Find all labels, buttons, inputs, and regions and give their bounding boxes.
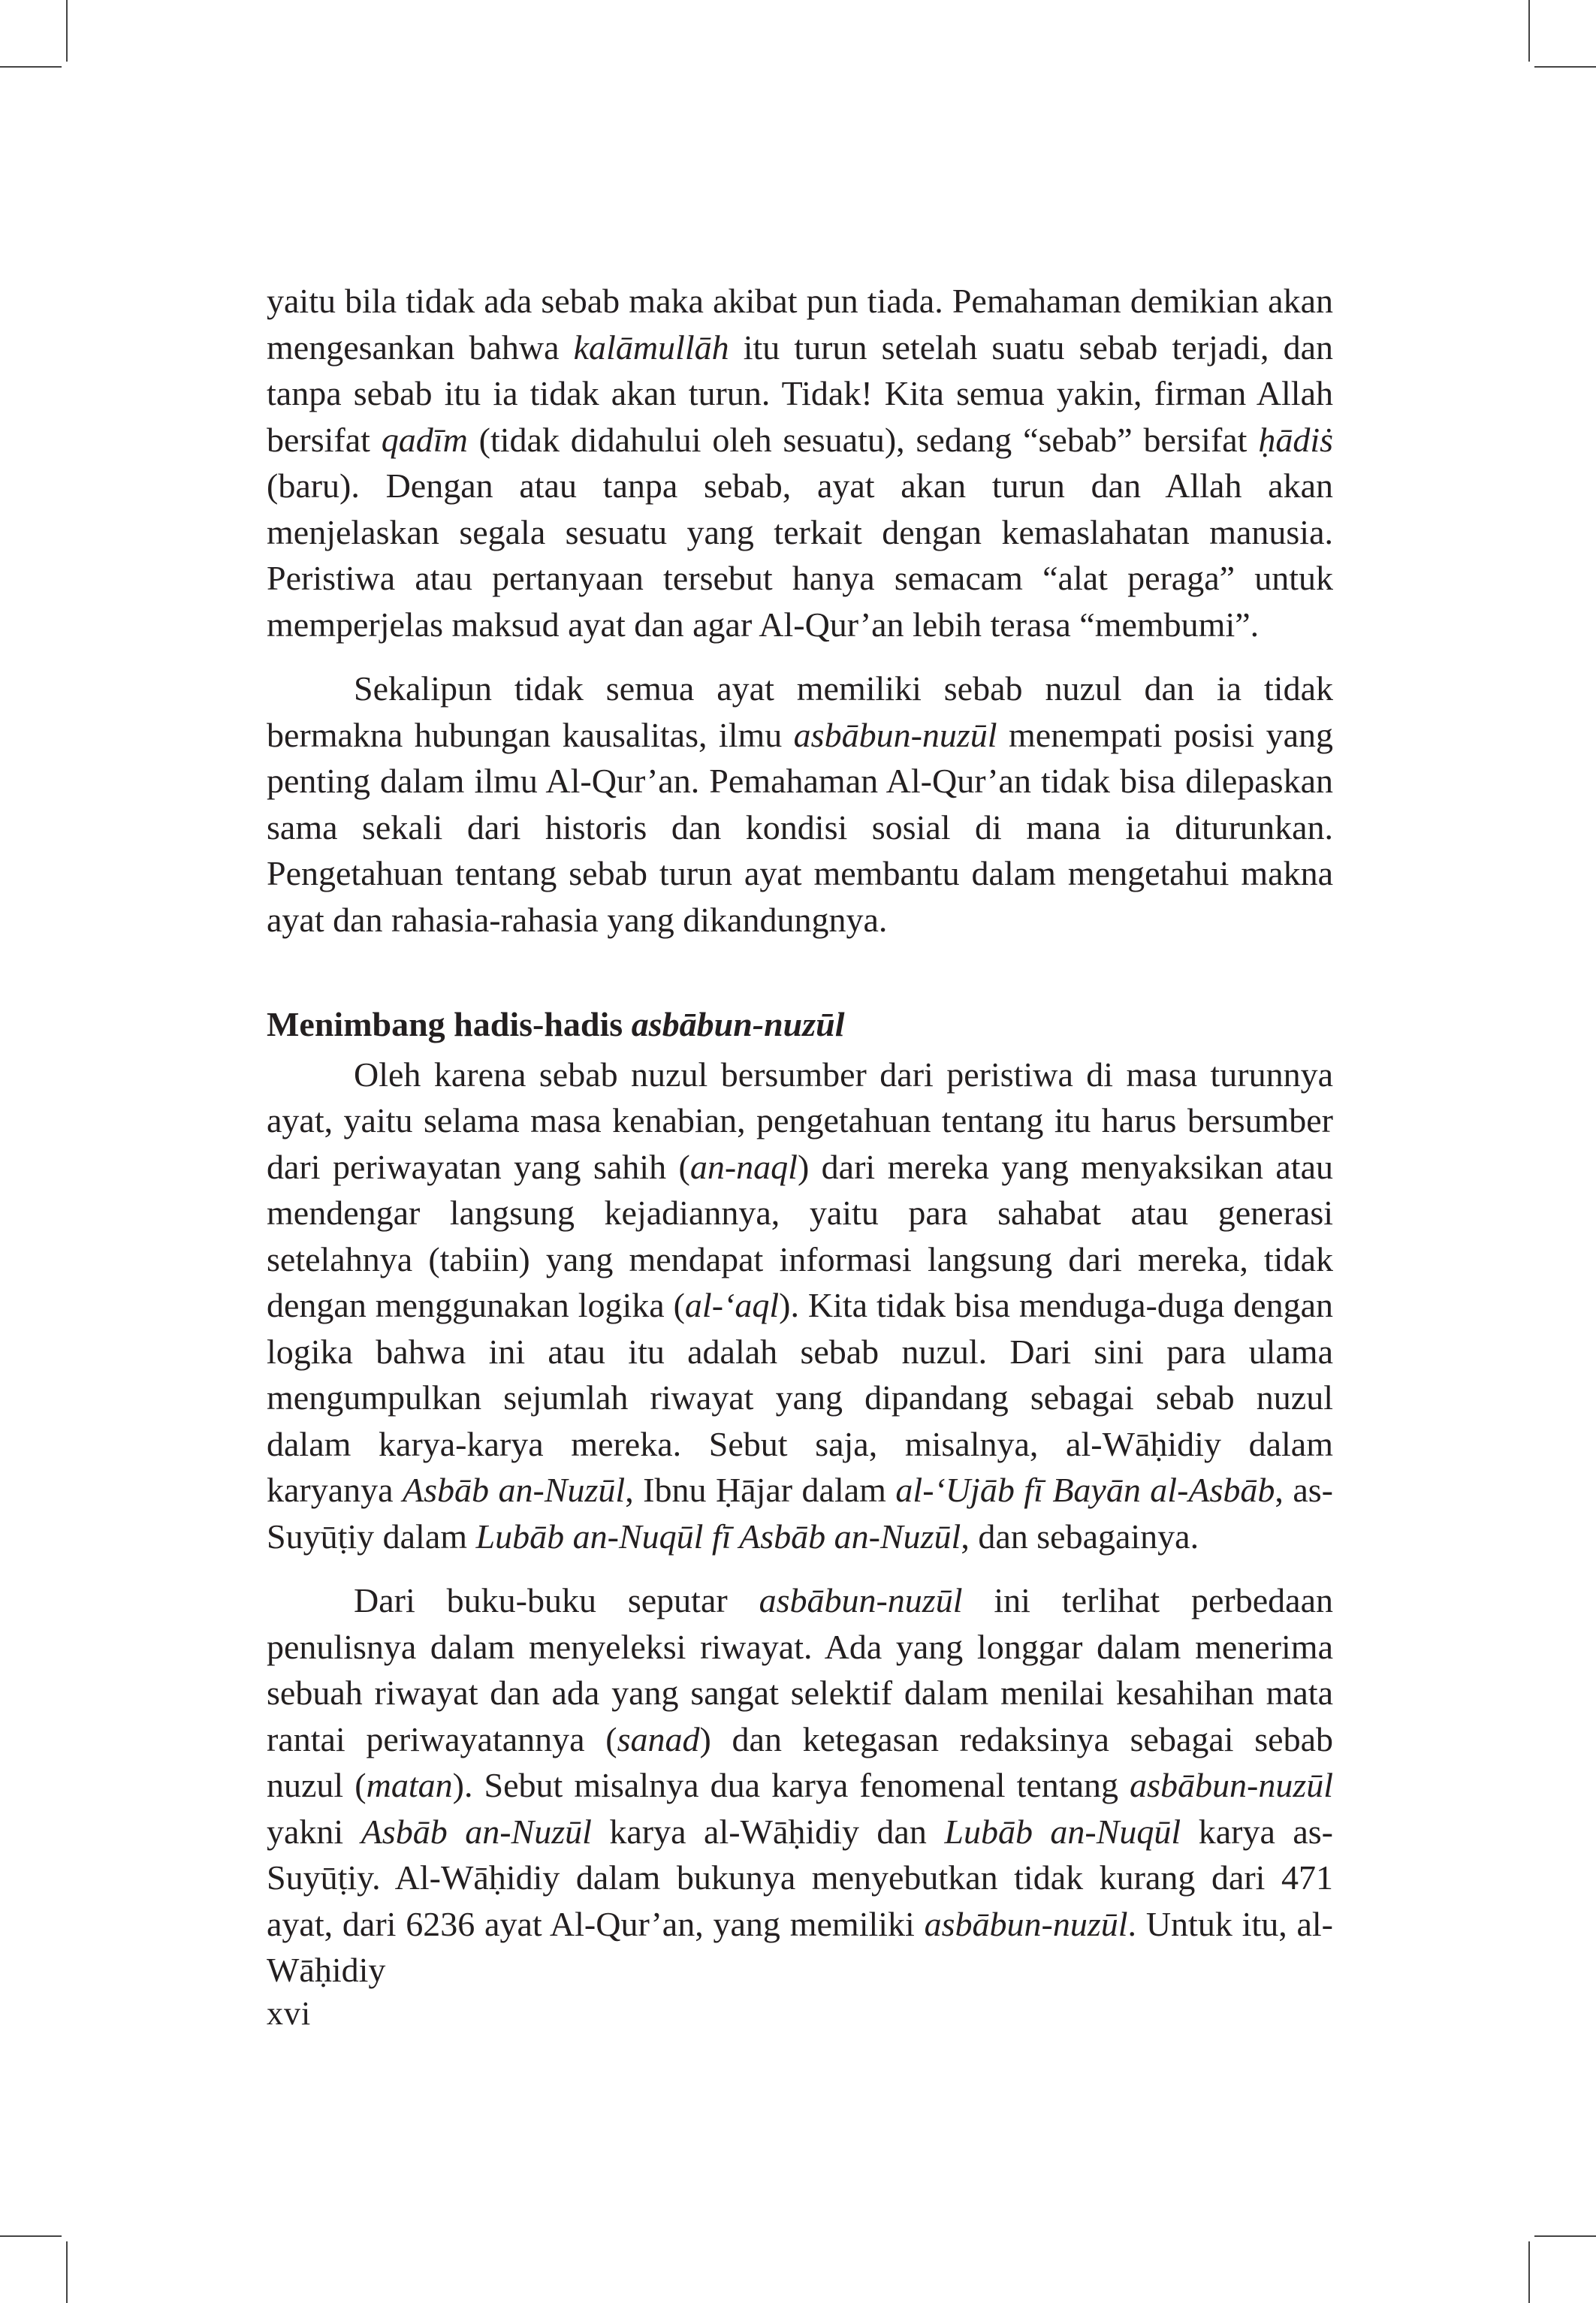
italic-term: kalāmullāh — [573, 327, 729, 367]
crop-mark-bottom-right-vertical — [1528, 2241, 1530, 2303]
crop-mark-top-left-vertical — [66, 0, 68, 62]
italic-term: Asbāb an-Nuzūl — [361, 1812, 592, 1851]
paragraph-text: , Ibnu Ḥājar dalam — [625, 1471, 896, 1509]
italic-term: al-‘Ujāb fī Bayān al-Asbāb — [895, 1471, 1275, 1509]
paragraph-text: ). Kita tidak bisa menduga-duga dengan logika bahwa ini atau itu adalah sebab nuzul. Dari sini para ulama mengumpulkan sejumlah riwayat yang dipandang sebagai sebab nuzul dalam karya-karya mereka. Sebut saja, misalnya, al-Wāḥidiy dalam karyanya — [267, 1286, 1333, 1509]
italic-term: asbābun-nuzūl — [1130, 1766, 1333, 1804]
crop-mark-bottom-left-vertical — [66, 2241, 68, 2303]
italic-term: an-naql — [689, 1147, 798, 1186]
page-number: xvi — [267, 1995, 312, 2032]
italic-term: asbābun-nuzūl — [793, 715, 997, 754]
paragraph-text: karya al-Wāḥidiy dan — [591, 1812, 945, 1851]
paragraph-text: yakni — [267, 1812, 361, 1851]
paragraph-seleksi-riwayat — [267, 1577, 1333, 1994]
paragraph-ilmu-asbabun-nuzul — [267, 666, 1333, 943]
paragraph-text: (baru). Dengan atau tanpa sebab, ayat akan turun dan Allah akan menjelaskan segala sesuatu yang terkait dengan kemaslahatan manusia. Peristiwa atau pertanyaan tersebut hanya semacam “alat peraga” untuk memperjelas maksud ayat dan agar Al-Qur’an lebih terasa “membumi”. — [267, 466, 1333, 644]
section-heading-italic: asbābun-nuzūl — [631, 1005, 845, 1043]
section-heading-prefix: Menimbang hadis-hadis — [267, 1005, 632, 1043]
paragraph-periwayatan — [267, 1052, 1333, 1560]
paragraph-text: yaitu bila tidak ada sebab maka akibat pun tiada. Pemahaman demikian akan mengesankan bahwa — [267, 282, 1333, 367]
italic-term: Lubāb an-Nuqūl — [944, 1812, 1181, 1851]
italic-term: qadīm — [381, 420, 468, 459]
italic-term: Asbāb an-Nuzūl — [403, 1471, 626, 1509]
crop-mark-top-right-horizontal — [1534, 66, 1596, 68]
paragraph-text: ) dari mereka yang menyaksikan atau mendengar langsung kejadiannya, yaitu para sahabat atau generasi setelahnya (tabiin) yang mendapat informasi langsung dari mereka, tidak dengan menggunakan logika ( — [267, 1147, 1333, 1324]
paragraph-sebab-akibat — [267, 278, 1333, 647]
paragraph-text: Sekalipun tidak semua ayat memiliki sebab nuzul dan ia tidak bermakna hubungan kausalitas, ilmu — [267, 669, 1333, 754]
paragraph-text: ). Sebut misalnya dua karya fenomenal tentang — [452, 1766, 1130, 1804]
italic-term: Lubāb an-Nuqūl fī Asbāb an-Nuzūl — [475, 1517, 961, 1556]
paragraph-text: . Untuk itu, al-Wāḥidiy — [267, 1904, 1334, 1989]
paragraph-text: itu turun setelah suatu sebab terjadi, dan tanpa sebab itu ia tidak akan turun. Tidak! Kita semua yakin, firman Allah bersifat — [267, 327, 1333, 459]
crop-mark-top-right-vertical — [1528, 0, 1530, 62]
paragraph-text: karya as-Suyūṭiy. Al-Wāḥidiy dalam bukunya menyebutkan tidak kurang dari 471 ayat, dari 6236 ayat Al-Qur’an, yang memiliki — [267, 1812, 1333, 1943]
italic-term: asbābun-nuzūl — [924, 1904, 1128, 1943]
italic-term: al-‘aql — [684, 1286, 780, 1324]
italic-term: asbābun-nuzūl — [759, 1581, 963, 1619]
crop-mark-bottom-right-horizontal — [1534, 2235, 1596, 2237]
paragraph-text: ini terlihat perbedaan penulisnya dalam menyeleksi riwayat. Ada yang longgar dalam menerima sebuah riwayat dan ada yang sangat selektif dalam menilai kesahihan mata rantai periwayatannya ( — [267, 1581, 1333, 1758]
page-body — [267, 278, 1333, 1994]
italic-term: matan — [366, 1766, 453, 1804]
crop-mark-bottom-left-horizontal — [0, 2235, 62, 2237]
paragraph-text: menempati posisi yang penting dalam ilmu Al-Qur’an. Pemahaman Al-Qur’an tidak bisa dilepaskan sama sekali dari historis dan kondisi sosial di mana ia diturunkan. Pengetahuan tentang sebab turun ayat membantu dalam mengetahui makna ayat dan rahasia-rahasia yang dikandungnya. — [267, 715, 1333, 939]
section-heading — [267, 1001, 1333, 1048]
paragraph-text: , as-Suyūṭiy dalam — [267, 1471, 1334, 1556]
paragraph-text: Oleh karena sebab nuzul bersumber dari peristiwa di masa turunnya ayat, yaitu selama masa kenabian, pengetahuan tentang itu harus bersumber dari periwayatan yang sahih ( — [267, 1055, 1333, 1186]
crop-mark-top-left-horizontal — [0, 66, 62, 68]
paragraph-text: ) dan ketegasan redaksinya sebagai sebab nuzul ( — [267, 1719, 1333, 1804]
italic-term: ḥādiṡ — [1258, 420, 1333, 459]
paragraph-text: Dari buku-buku seputar — [354, 1581, 759, 1619]
paragraph-text: (tidak didahului oleh sesuatu), sedang “sebab” bersifat — [467, 420, 1259, 459]
paragraph-text: , dan sebagainya. — [961, 1517, 1199, 1556]
italic-term: sanad — [617, 1719, 700, 1758]
